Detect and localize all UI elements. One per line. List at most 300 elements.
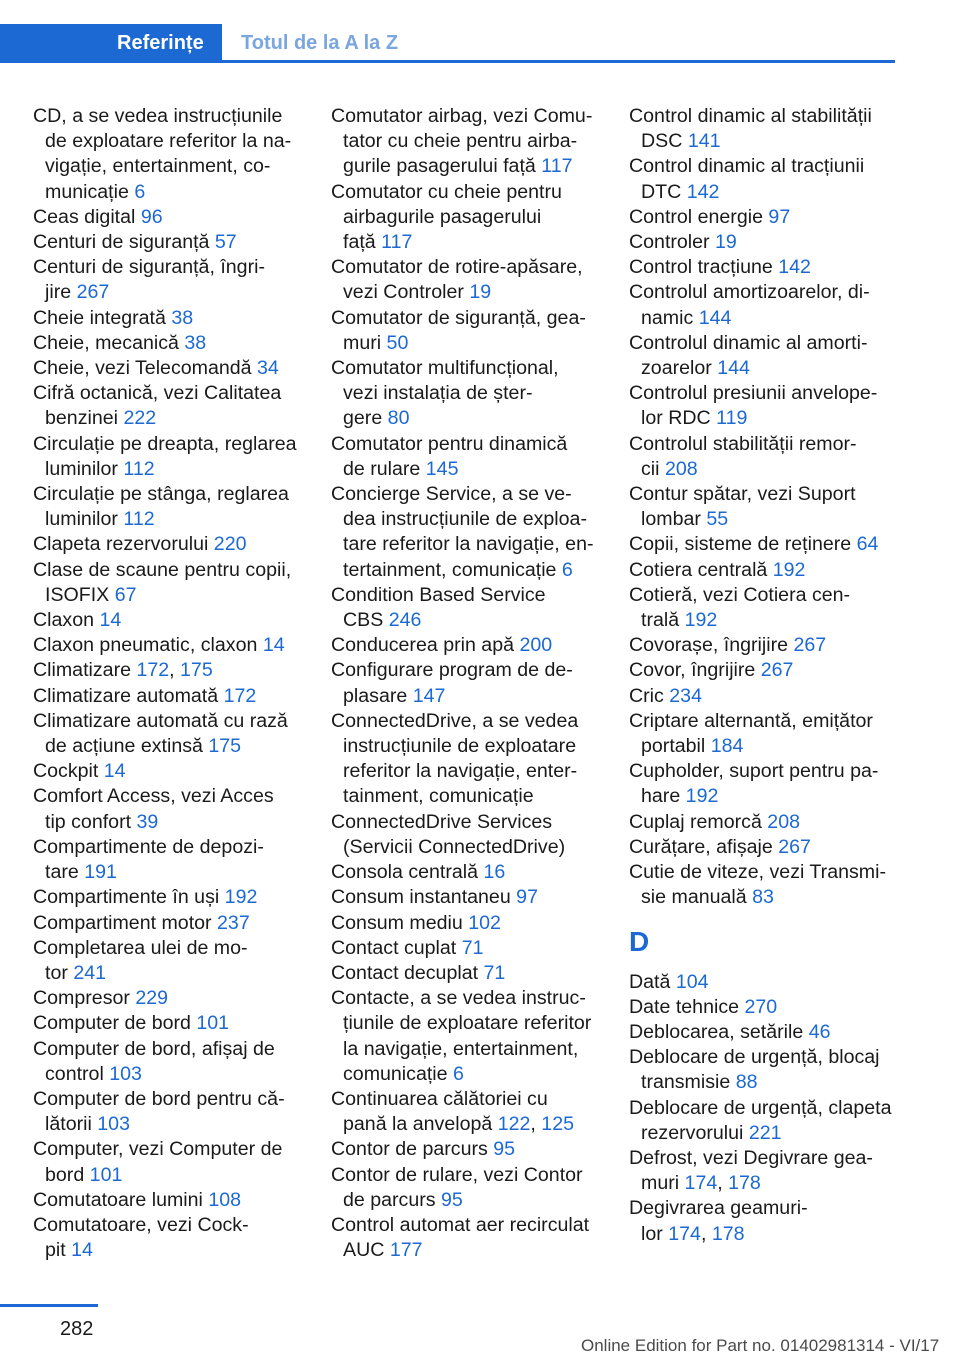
- page-reference-link[interactable]: 172: [223, 684, 257, 707]
- entry-text: benzinei: [45, 407, 124, 430]
- page-reference-link[interactable]: 267: [793, 634, 827, 657]
- entry-text: Comutator pentru dinamică: [331, 432, 568, 455]
- page-reference-link[interactable]: 14: [71, 1239, 93, 1262]
- page-reference-link[interactable]: 38: [171, 306, 194, 329]
- page-reference-link[interactable]: 104: [675, 970, 709, 993]
- entry-text: dea instrucțiunile de exploa-: [343, 508, 587, 531]
- entry-text: Condition Based Service: [331, 583, 546, 606]
- index-entry: [33, 608, 301, 633]
- entry-text: Comutator multifuncțional,: [331, 357, 559, 380]
- index-entry: [331, 911, 599, 936]
- entry-text: Compartimente de depozi-: [33, 835, 264, 858]
- index-entry: [331, 986, 599, 1087]
- index-entry: [331, 633, 599, 658]
- page-reference-link[interactable]: 67: [114, 583, 137, 606]
- entry-text: plasare: [343, 684, 413, 707]
- page-reference-link[interactable]: 144: [698, 306, 732, 329]
- entry-text: Copii, sisteme de reținere: [629, 533, 857, 556]
- page-reference-link[interactable]: 229: [135, 987, 169, 1010]
- entry-text: ConnectedDrive Services: [331, 810, 553, 833]
- index-entry: [331, 1213, 599, 1263]
- index-entry: [331, 1137, 599, 1162]
- index-column-1: [33, 104, 301, 1263]
- page-header: [0, 0, 960, 62]
- index-column-2: [331, 104, 599, 1263]
- section-letter: D: [629, 925, 650, 957]
- entry-text: transmisie: [641, 1071, 736, 1094]
- page-reference-link[interactable]: 103: [97, 1113, 130, 1136]
- page-reference-link[interactable]: 192: [684, 609, 718, 632]
- entry-text: tare: [45, 861, 85, 884]
- page-reference-link[interactable]: 95: [493, 1138, 516, 1161]
- page-reference-link[interactable]: 147: [412, 684, 446, 707]
- page-reference-link[interactable]: 71: [461, 936, 484, 959]
- entry-text: bord: [45, 1163, 90, 1186]
- entry-text: Computer, vezi Computer de: [33, 1138, 283, 1161]
- index-entry: [33, 1137, 301, 1187]
- index-entry: [331, 432, 599, 482]
- entry-text: Control energie: [629, 205, 769, 228]
- page-reference-link[interactable]: 117: [541, 155, 573, 178]
- index-entry: [33, 381, 301, 431]
- entry-text: Circulație pe dreapta, reglarea: [33, 432, 297, 455]
- page-reference-link[interactable]: 112: [123, 508, 155, 531]
- entry-text: față: [343, 231, 382, 254]
- footer-divider: [0, 1304, 98, 1307]
- page-reference-link[interactable]: 88: [735, 1071, 758, 1094]
- index-entry: [331, 482, 599, 583]
- entry-text: gere: [343, 407, 388, 430]
- entry-text: tare referitor la navigație, en-: [343, 533, 594, 556]
- entry-text: Covorașe, îngrijire: [629, 634, 794, 657]
- page-reference-link[interactable]: 178: [728, 1172, 761, 1195]
- index-entry: [33, 633, 301, 658]
- page-reference-link[interactable]: 192: [772, 558, 806, 581]
- page-reference-link[interactable]: 220: [213, 533, 247, 556]
- entry-text: vezi instalația de șter-: [343, 382, 533, 405]
- index-entry: [331, 810, 599, 860]
- entry-text: Claxon: [33, 609, 100, 632]
- entry-text: Contact cuplat: [331, 936, 462, 959]
- entry-text: namic: [641, 306, 699, 329]
- page-reference-link[interactable]: 108: [208, 1188, 242, 1211]
- page-reference-link[interactable]: 191: [84, 861, 117, 884]
- page-reference-link[interactable]: 184: [710, 735, 744, 758]
- entry-text: muri: [343, 331, 387, 354]
- index-entry: [33, 255, 301, 305]
- page-reference-link[interactable]: 83: [752, 886, 774, 909]
- entry-text: ISOFIX: [45, 583, 115, 606]
- entry-text: Controlul amortizoarelor, di-: [629, 281, 870, 304]
- entry-text: instrucțiunile de exploatare: [343, 735, 577, 758]
- entry-text: Cifră octanică, vezi Calitatea: [33, 382, 282, 405]
- index-entry: [629, 835, 897, 860]
- entry-text: Circulație pe stânga, reglarea: [33, 483, 289, 506]
- entry-text: Consum instantaneu: [331, 886, 517, 909]
- index-entry: [33, 1037, 301, 1087]
- index-entry: [331, 860, 599, 885]
- page-reference-link[interactable]: 38: [184, 331, 207, 354]
- entry-text: tor: [45, 961, 74, 984]
- index-entry: [629, 1020, 897, 1045]
- entry-text: Comutatoare lumini: [33, 1188, 209, 1211]
- header-divider: [0, 60, 895, 63]
- entry-text: Climatizare: [33, 659, 137, 682]
- index-entry: [33, 356, 301, 381]
- entry-text: Clase de scaune pentru copii,: [33, 558, 292, 581]
- entry-text: Control dinamic al tracțiunii: [629, 155, 865, 178]
- page-reference-link[interactable]: 177: [389, 1239, 423, 1262]
- entry-text: zoarelor: [641, 357, 718, 380]
- index-entry: [33, 1213, 301, 1263]
- index-entry: [629, 205, 897, 230]
- index-entry: [629, 658, 897, 683]
- page-reference-link[interactable]: 192: [685, 785, 719, 808]
- entry-text: tertainment, comunicație: [343, 558, 562, 581]
- page-reference-link[interactable]: 122: [497, 1113, 531, 1136]
- page-reference-link[interactable]: 246: [388, 609, 422, 632]
- index-entry: [331, 885, 599, 910]
- index-entry: Climatizare 172, 175: [33, 659, 213, 682]
- page-reference-link[interactable]: 14: [262, 634, 285, 657]
- index-entry: [629, 482, 897, 532]
- index-entry: [629, 558, 897, 583]
- page-reference-link[interactable]: 175: [208, 735, 242, 758]
- entry-text: gurile pasagerului față: [343, 155, 542, 178]
- entry-text: cii: [641, 457, 665, 480]
- index-entry: [33, 936, 301, 986]
- page-reference-link[interactable]: 141: [687, 130, 721, 153]
- index-entry: [629, 104, 897, 154]
- entry-text: pană la anvelopă: [343, 1113, 498, 1136]
- page-reference-link[interactable]: 6: [561, 558, 573, 581]
- index-entry: [629, 583, 897, 633]
- page-reference-link[interactable]: 71: [483, 961, 506, 984]
- entry-text: Contor de parcurs: [331, 1138, 494, 1161]
- page-reference-link[interactable]: 142: [686, 180, 720, 203]
- page-reference-link[interactable]: 14: [99, 609, 122, 632]
- entry-text: Centuri de siguranță, îngri-: [33, 256, 265, 279]
- entry-text: Degivrarea geamuri-: [629, 1197, 808, 1220]
- entry-text: DTC: [641, 180, 687, 203]
- entry-text: Centuri de siguranță: [33, 231, 215, 254]
- entry-text: Controlul presiunii anvelope-: [629, 382, 878, 405]
- index-entry: [33, 532, 301, 557]
- page-reference-link[interactable]: 145: [425, 457, 459, 480]
- index-entry: [629, 633, 897, 658]
- index-entry: [33, 482, 301, 532]
- page-reference-link[interactable]: 64: [856, 533, 879, 556]
- entry-text: vigație, entertainment, co-: [45, 155, 271, 178]
- page-reference-link[interactable]: 39: [136, 810, 159, 833]
- tab-referinte: Referințe: [0, 24, 222, 62]
- page-reference-link[interactable]: 96: [140, 205, 163, 228]
- page-reference-link[interactable]: 270: [744, 995, 778, 1018]
- index-entry: [331, 583, 599, 633]
- page-reference-link[interactable]: 97: [516, 886, 538, 909]
- entry-text: Consola centrală: [331, 861, 484, 884]
- index-entry: [33, 986, 301, 1011]
- index-entry: [629, 230, 897, 255]
- entry-text: CD, a se vedea instrucțiunile: [33, 105, 283, 127]
- index-entry: [331, 104, 599, 180]
- entry-text: Deblocarea, setările: [629, 1020, 809, 1043]
- edition-note: Online Edition for Part no. 01402981314 - VI/17: [581, 1336, 940, 1355]
- entry-text: Controler: [629, 231, 716, 254]
- page-reference-link[interactable]: 237: [217, 911, 250, 934]
- index-entry: [33, 885, 301, 910]
- page-reference-link[interactable]: 6: [134, 180, 146, 203]
- entry-text: Curățare, afișaje: [629, 835, 779, 858]
- entry-text: sie manuală: [641, 886, 753, 909]
- entry-text: Controlul dinamic al amorti-: [629, 331, 868, 354]
- page-reference-link[interactable]: 142: [778, 256, 811, 279]
- index-entry: Continuarea călătoriei cu pană la anvelopă 122, 125: [331, 1087, 574, 1136]
- index-entry: [33, 331, 301, 356]
- index-entry: [331, 356, 599, 432]
- index-entry: [33, 558, 301, 608]
- entry-text: de parcurs: [343, 1188, 442, 1211]
- entry-text: Ceas digital: [33, 205, 141, 228]
- entry-text: Contur spătar, vezi Suport: [629, 483, 856, 506]
- entry-text: Contacte, a se vedea instruc-: [331, 987, 586, 1010]
- page-reference-link[interactable]: 112: [123, 457, 155, 480]
- entry-text: Computer de bord: [33, 1012, 197, 1035]
- page-reference-link[interactable]: 267: [778, 835, 811, 858]
- page-reference-link[interactable]: 144: [717, 357, 750, 380]
- entry-text: Dată: [629, 970, 676, 993]
- entry-text: municație: [45, 180, 135, 203]
- page-reference-link[interactable]: 234: [669, 684, 702, 707]
- page-reference-link[interactable]: 55: [706, 508, 729, 531]
- entry-text: referitor la navigație, enter-: [343, 760, 578, 783]
- page-reference-link[interactable]: 101: [196, 1012, 230, 1035]
- entry-text: Cheie integrată: [33, 306, 172, 329]
- index-column-3: [629, 104, 897, 1247]
- entry-text: Configurare program de de-: [331, 659, 573, 682]
- page-reference-link[interactable]: 221: [748, 1121, 782, 1144]
- entry-text: DSC: [641, 130, 688, 153]
- entry-text: CBS: [343, 609, 389, 632]
- entry-text: pit: [45, 1239, 72, 1262]
- index-entry: Defrost, vezi Degivrare gea- muri 174, 178: [629, 1146, 873, 1195]
- entry-text: Covor, îngrijire: [629, 659, 761, 682]
- page-reference-link[interactable]: 46: [808, 1020, 831, 1043]
- index-entry: [629, 970, 897, 995]
- entry-text: Cupholder, suport pentru pa-: [629, 760, 879, 783]
- page-reference-link[interactable]: 267: [760, 659, 794, 682]
- index-entry: [629, 331, 897, 381]
- entry-text: Cotiera centrală: [629, 558, 773, 581]
- entry-text: Control automat aer recirculat: [331, 1213, 590, 1236]
- index-entry: [331, 936, 599, 961]
- index-entry: [629, 995, 897, 1020]
- index-entry: [33, 432, 301, 482]
- index-entry: [33, 104, 301, 205]
- entry-text: Compresor: [33, 987, 136, 1010]
- entry-text: Control tracțiune: [629, 256, 779, 279]
- entry-text: (Servicii ConnectedDrive): [343, 835, 566, 858]
- entry-text: luminilor: [45, 457, 124, 480]
- entry-text: Date tehnice: [629, 995, 745, 1018]
- index-entry: [33, 1011, 301, 1036]
- entry-text: lor: [641, 1222, 669, 1245]
- page-reference-link[interactable]: 175: [180, 659, 213, 682]
- page-reference-link[interactable]: 16: [483, 861, 506, 884]
- index-entry: [33, 1188, 301, 1213]
- index-entry: [629, 432, 897, 482]
- entry-text: Criptare alternantă, emițător: [629, 709, 873, 732]
- entry-text: Cutie de viteze, vezi Transmi-: [629, 861, 886, 884]
- entry-text: luminilor: [45, 508, 124, 531]
- index-entry: [629, 1045, 897, 1095]
- page-reference-link[interactable]: 97: [768, 205, 791, 228]
- entry-text: Cotieră, vezi Cotiera cen-: [629, 583, 851, 606]
- entry-text: Climatizare automată: [33, 684, 224, 707]
- index-entry: [629, 709, 897, 759]
- entry-text: Concierge Service, a se ve-: [331, 483, 572, 506]
- entry-text: jire: [45, 281, 77, 304]
- index-entry: [33, 684, 301, 709]
- entry-text: Contor de rulare, vezi Contor: [331, 1163, 583, 1186]
- index-entry: [629, 255, 897, 280]
- entry-text: Claxon pneumatic, claxon: [33, 634, 263, 657]
- entry-text: Comutatoare, vezi Cock-: [33, 1213, 249, 1236]
- index-entry: [331, 961, 599, 986]
- entry-text: comunicație: [343, 1062, 453, 1085]
- entry-text: Cheie, mecanică: [33, 331, 185, 354]
- page-reference-link[interactable]: 117: [381, 231, 413, 254]
- page-reference-link[interactable]: 19: [715, 231, 737, 254]
- entry-text: tainment, comunicație: [343, 785, 534, 808]
- entry-text: Compartiment motor: [33, 911, 218, 934]
- page-reference-link[interactable]: 95: [441, 1188, 463, 1211]
- index-entry: [33, 205, 301, 230]
- page-reference-link[interactable]: 241: [73, 961, 107, 984]
- index-entry: Degivrarea geamuri- lor 174, 178: [629, 1197, 808, 1245]
- index-entry: [331, 658, 599, 708]
- entry-text: Computer de bord, afișaj de: [33, 1037, 275, 1060]
- page-reference-link[interactable]: 125: [541, 1113, 574, 1136]
- index-entry: [33, 230, 301, 255]
- page-reference-link[interactable]: 208: [767, 810, 800, 833]
- index-entry: [629, 684, 897, 709]
- entry-text: Control dinamic al stabilității: [629, 105, 872, 127]
- index-entry: [33, 784, 301, 834]
- tab-totul-de-la-a-la-z: Totul de la A la Z: [241, 32, 399, 54]
- index-entry: [629, 860, 897, 910]
- entry-text: airbagurile pasagerului: [343, 205, 542, 228]
- index-entry: [33, 306, 301, 331]
- page-reference-link[interactable]: 267: [76, 281, 110, 304]
- entry-text: Compartimente în uși: [33, 886, 225, 909]
- index-entry: [33, 1087, 301, 1137]
- index-entry: [629, 381, 897, 431]
- entry-text: lombar: [641, 508, 707, 531]
- index-entry: [33, 759, 301, 784]
- entry-text: Deblocare de urgență, clapeta: [629, 1096, 892, 1119]
- entry-text: de exploatare referitor la na-: [45, 130, 292, 153]
- entry-text: Consum mediu: [331, 911, 469, 934]
- page-reference-link[interactable]: 101: [89, 1163, 123, 1186]
- page-reference-link[interactable]: 192: [224, 886, 258, 909]
- index-entry: [331, 255, 599, 305]
- index-entry: [33, 709, 301, 759]
- page-number: 282: [60, 1318, 94, 1340]
- page-reference-link[interactable]: 57: [214, 231, 237, 254]
- page-reference-link[interactable]: 34: [257, 357, 279, 380]
- entry-text: Comutator de siguranță, gea-: [331, 306, 586, 329]
- index-entry: [33, 835, 301, 885]
- entry-text: Cockpit: [33, 760, 104, 783]
- entry-text: Cric: [629, 684, 670, 707]
- index-entry: [629, 532, 897, 557]
- entry-text: Contact decuplat: [331, 961, 484, 984]
- index-entry: [331, 306, 599, 356]
- page-reference-link[interactable]: 102: [468, 911, 501, 934]
- index-entry: [629, 759, 897, 809]
- entry-text: țiunile de exploatare referitor: [343, 1012, 592, 1035]
- page-reference-link[interactable]: 174: [668, 1222, 701, 1245]
- entry-text: lor RDC: [641, 407, 717, 430]
- index-entry: [33, 911, 301, 936]
- entry-text: Defrost, vezi Degivrare gea-: [629, 1146, 873, 1169]
- entry-text: control: [45, 1062, 110, 1085]
- entry-text: de acțiune extinsă: [45, 735, 209, 758]
- entry-text: Computer de bord pentru că-: [33, 1087, 285, 1110]
- index-entry: [629, 810, 897, 835]
- entry-text: Cuplaj remorcă: [629, 810, 768, 833]
- page-reference-link[interactable]: 50: [386, 331, 409, 354]
- entry-text: Cheie, vezi Telecomandă: [33, 357, 258, 380]
- entry-text: Deblocare de urgență, blocaj: [629, 1046, 880, 1069]
- page-reference-link[interactable]: 178: [711, 1222, 745, 1245]
- entry-text: Completarea ulei de mo-: [33, 936, 248, 959]
- index-entry: [331, 709, 599, 810]
- page-reference-link[interactable]: 208: [664, 457, 698, 480]
- page-reference-link[interactable]: 222: [123, 407, 157, 430]
- entry-text: Conducerea prin apă: [331, 634, 520, 657]
- index-entry: [331, 1163, 599, 1213]
- entry-text: lătorii: [45, 1113, 98, 1136]
- entry-text: Climatizare automată cu rază: [33, 709, 288, 732]
- page-reference-link[interactable]: 119: [716, 407, 748, 430]
- page-reference-link[interactable]: 19: [469, 281, 492, 304]
- entry-text: la navigație, entertainment,: [343, 1037, 579, 1060]
- page-reference-link[interactable]: 174: [684, 1172, 718, 1195]
- entry-text: Clapeta rezervorului: [33, 533, 214, 556]
- index-entry: [331, 180, 599, 256]
- page-reference-link[interactable]: 103: [109, 1062, 142, 1085]
- entry-text: Controlul stabilității remor-: [629, 432, 857, 455]
- page-reference-link[interactable]: 172: [136, 659, 170, 682]
- page-reference-link[interactable]: 80: [387, 407, 410, 430]
- page-reference-link[interactable]: 6: [453, 1062, 464, 1085]
- entry-text: Comutator cu cheie pentru: [331, 180, 562, 203]
- index-entry: [629, 154, 897, 204]
- page-reference-link[interactable]: 200: [519, 634, 553, 657]
- entry-text: Continuarea călătoriei cu: [331, 1087, 548, 1110]
- entry-text: de rulare: [343, 457, 426, 480]
- entry-text: Comutator de rotire-apăsare,: [331, 256, 583, 279]
- entry-text: hare: [641, 785, 686, 808]
- entry-text: vezi Controler: [343, 281, 470, 304]
- entry-text: portabil: [641, 735, 711, 758]
- index-entry: [629, 280, 897, 330]
- page-reference-link[interactable]: 14: [103, 760, 126, 783]
- entry-text: tip confort: [45, 810, 137, 833]
- entry-text: ConnectedDrive, a se vedea: [331, 709, 579, 732]
